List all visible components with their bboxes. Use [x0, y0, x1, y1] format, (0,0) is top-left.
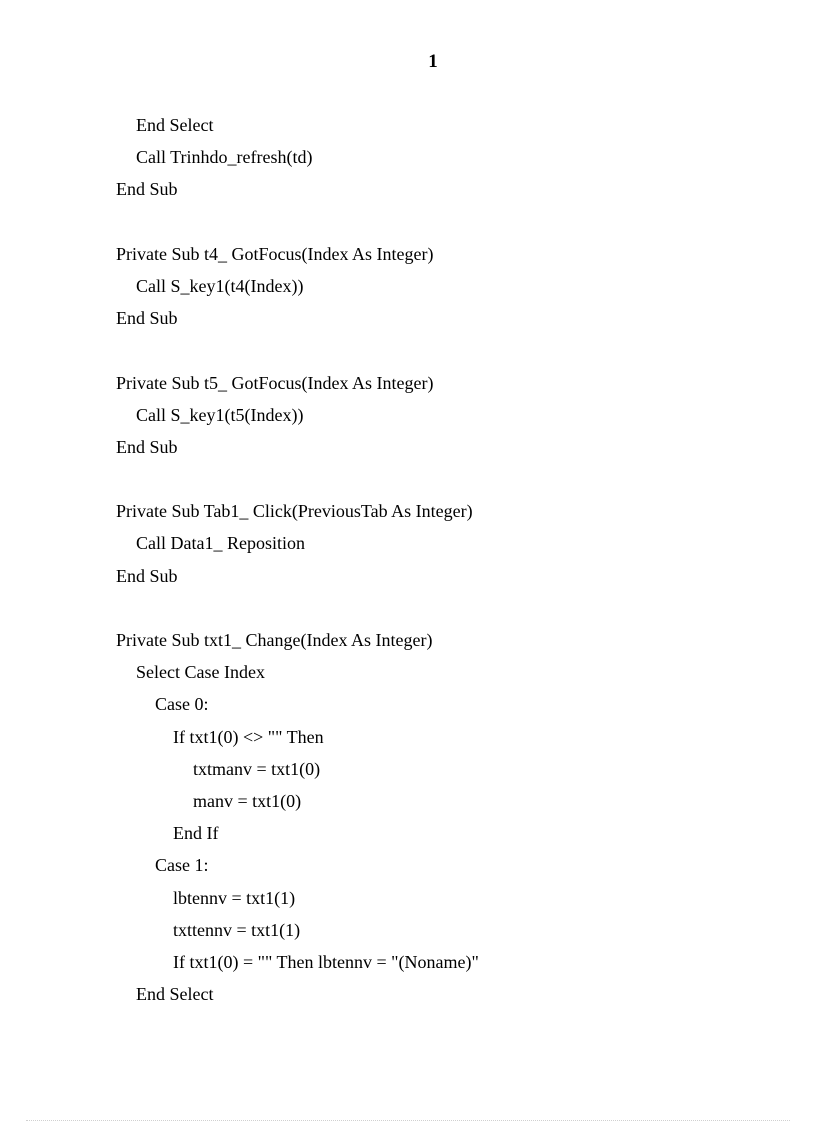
code-line: Private Sub t4_ GotFocus(Index As Integer): [116, 243, 434, 264]
code-line: End Select: [136, 115, 214, 135]
code-line: Call Data1_ Reposition: [136, 533, 305, 554]
code-line: Select Case Index: [136, 662, 265, 683]
code-line: End Sub: [116, 436, 178, 457]
code-line: End Sub: [116, 565, 178, 586]
page-number: 1: [428, 51, 438, 72]
code-line: Case 0:: [155, 694, 209, 715]
code-line: Call S_key1(t5(Index)): [136, 404, 304, 425]
code-line: End Sub: [116, 308, 178, 329]
code-line: End Sub: [116, 179, 178, 200]
code-line: Private Sub t5_ GotFocus(Index As Integer): [116, 372, 434, 393]
blank-line: [116, 595, 776, 627]
code-line: manv = txt1(0): [193, 790, 302, 811]
code-listing: [116, 112, 776, 1013]
code-line: txttennv = txt1(1): [173, 919, 301, 940]
code-line: End Select: [136, 984, 214, 1005]
code-line: If txt1(0) = "" Then lbtennv = "(Noname)": [173, 951, 479, 972]
code-line: lbtennv = txt1(1): [173, 887, 296, 908]
blank-line: [116, 209, 776, 241]
blank-line: [116, 337, 776, 369]
code-line: Private Sub txt1_ Change(Index As Integer): [116, 630, 433, 650]
code-line: txtmanv = txt1(0): [193, 758, 321, 779]
blank-line: [116, 466, 776, 498]
code-line: If txt1(0) <> "" Then: [173, 726, 324, 747]
code-line: End If: [173, 823, 219, 844]
code-line: Private Sub Tab1_ Click(PreviousTab As Integer): [116, 501, 473, 522]
code-line: Call S_key1(t4(Index)): [136, 275, 304, 296]
code-line: Call Trinhdo_refresh(td): [136, 147, 313, 168]
page-bottom-divider: [26, 1120, 790, 1121]
code-line: Case 1:: [155, 855, 209, 876]
